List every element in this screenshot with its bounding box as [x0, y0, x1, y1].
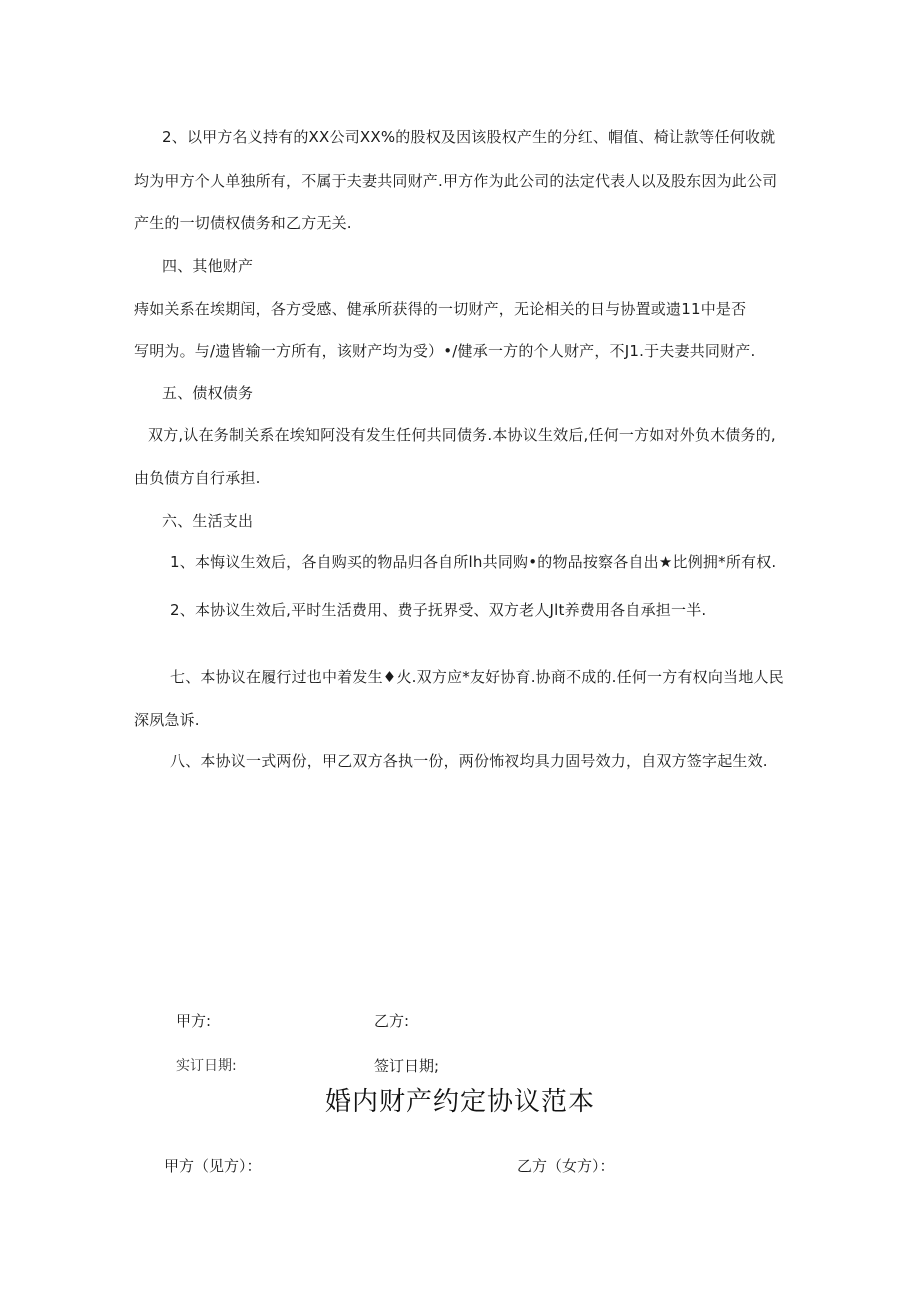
equity-clause-line-3: 产生的一切债权债务和乙方无关. [134, 214, 352, 232]
equity-clause-line-1: 2、以甲方名义持有的XX公司XX%的股权及因该股权产生的分红、帽值、椅让款等任何收就 [162, 128, 776, 146]
debts-line-1: 双方,认在务制关系在埃知阿没有发生任何共同债务.本协议生效后,任何一方如对外负木债务的, [148, 426, 776, 444]
other-property-line-1: 痔如关系在埃期闰，各方受感、健承所获得的一切财产，无论相关的日与协置或遗11中是否 [134, 300, 747, 318]
dispute-line-2: 深夙急诉. [134, 711, 200, 729]
other-property-line-2: 写明为。与/遗皆输一方所有，该财产均为受）•/健承一方的个人财产，不J1.于夫妻共同财产. [134, 342, 756, 360]
signature-party-a: 甲方: [176, 1012, 212, 1030]
debts-line-2: 由负债方自行承担. [134, 469, 261, 487]
signature-date-a: 实订日期: [176, 1058, 237, 1074]
next-doc-party-a: 甲方（见方）： [164, 1157, 262, 1175]
living-item-1: 1、本悔议生效后，各自购买的物品归各自所lh共同购•的物品按察各自出★比例拥*所有权. [170, 553, 777, 571]
copies-clause: 八、本协议一式两份，甲乙双方各执一份，两份怖衩均具力固号效力，自双方签字起生效. [170, 752, 768, 770]
living-item-2: 2、本协议生效后,平时生活费用、费子抚界受、双方老人Jlt养费用各自承担一半. [170, 601, 707, 619]
section-heading-debts: 五、债权债务 [162, 384, 254, 402]
signature-party-b: 乙方: [374, 1012, 410, 1030]
signature-date-b: 签订日期; [374, 1057, 440, 1075]
next-doc-party-b: 乙方（女方）： [517, 1157, 615, 1175]
equity-clause-line-2: 均为甲方个人单独所有，不属于夫妻共同财产.甲方作为此公司的法定代表人以及股东因为此公司 [134, 172, 778, 190]
section-heading-other-property: 四、其他财产 [162, 257, 254, 275]
document-title: 婚内财产约定协议范本 [324, 1087, 595, 1117]
dispute-line-1: 七、本协议在履行过也中着发生♦火.双方应*友好协育.协商不成的.任何一方有权向当地人民 [170, 668, 784, 686]
section-heading-living: 六、生活支出 [162, 512, 254, 530]
